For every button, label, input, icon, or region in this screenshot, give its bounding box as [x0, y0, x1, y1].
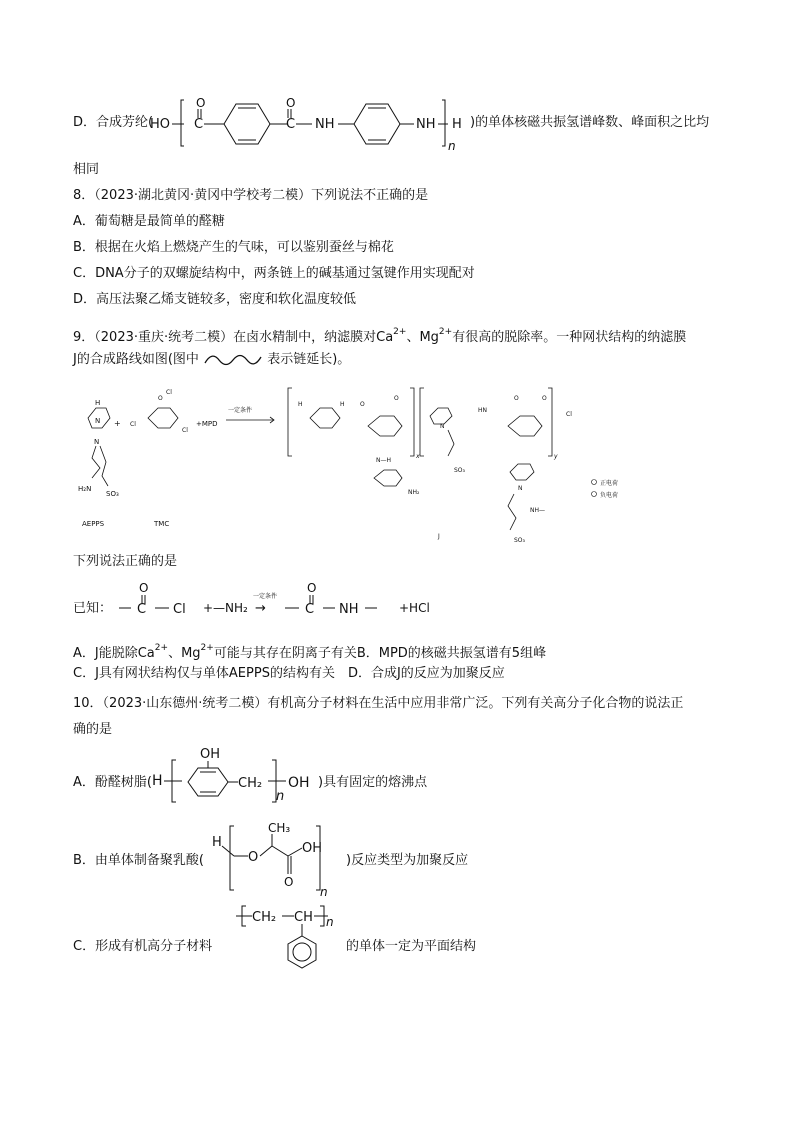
svg-text:H: H	[95, 399, 101, 407]
svg-text:H: H	[152, 773, 163, 789]
svg-text:O: O	[394, 395, 399, 402]
known-reaction	[73, 578, 453, 628]
q9-stem-line2: J的合成路线如图(图中 表示链延长)。	[73, 352, 351, 367]
svg-text:已知：: 已知：	[73, 601, 113, 616]
svg-text:TMC: TMC	[154, 520, 170, 528]
svg-text:OH: OH	[200, 747, 221, 762]
svg-text:J: J	[438, 533, 440, 540]
svg-text:SO₃: SO₃	[514, 537, 525, 544]
q10-option-c-post: 的单体一定为平面结构	[346, 939, 477, 954]
svg-text:n: n	[326, 915, 334, 929]
svg-text:C: C	[137, 602, 147, 617]
svg-text:Cl: Cl	[166, 389, 172, 396]
svg-text:一定条件: 一定条件	[228, 407, 253, 414]
svg-text:CH₃: CH₃	[268, 821, 291, 835]
svg-text:NH: NH	[339, 602, 359, 617]
svg-text:O: O	[542, 395, 547, 402]
svg-text:N: N	[95, 417, 101, 425]
svg-text:H₂N: H₂N	[78, 485, 92, 493]
q10-stem-line1: 10．（2023·山东德州·统考二模）有机高分子材料在生活中应用非常广泛。下列有关高分子化合物的说法正	[73, 696, 684, 711]
svg-text:O: O	[139, 581, 149, 595]
svg-text:SO₃: SO₃	[106, 490, 119, 498]
svg-text:OH: OH	[288, 775, 310, 791]
svg-text:N: N	[94, 438, 100, 446]
svg-text:一定条件: 一定条件	[253, 593, 278, 600]
svg-text:O: O	[196, 96, 206, 110]
q10-option-b-post: )反应类型为加聚反应	[346, 853, 469, 868]
q7-d-pre: D．合成芳纶(	[73, 115, 154, 130]
svg-text:H: H	[298, 401, 303, 408]
svg-text:N—H: N—H	[376, 457, 391, 464]
polystyrene-structure	[232, 902, 342, 982]
q10-option-c-pre: C．形成有机高分子材料	[73, 939, 213, 954]
svg-text:O: O	[286, 96, 296, 110]
svg-text:+—NH₂: +—NH₂	[203, 601, 248, 615]
svg-text:SO₃: SO₃	[454, 467, 465, 474]
q8-option-c: C．DNA分子的双螺旋结构中，两条链上的碱基通过氢键作用实现配对	[73, 266, 475, 281]
q8-stem: 8．（2023·湖北黄冈·黄冈中学校考二模）下列说法不正确的是	[73, 188, 429, 203]
phenolic-resin-structure	[152, 744, 318, 810]
svg-text:H: H	[212, 835, 222, 850]
svg-text:Cl: Cl	[130, 421, 136, 428]
svg-text:O: O	[514, 395, 519, 402]
svg-text:AEPPS: AEPPS	[82, 520, 105, 528]
q10-option-a-post: )具有固定的熔沸点	[318, 775, 428, 790]
svg-text:n: n	[320, 885, 328, 898]
svg-text:O: O	[248, 850, 259, 865]
q10-option-a-pre: A．酚醛树脂(	[73, 775, 152, 790]
svg-text:C: C	[286, 117, 296, 132]
q10-option-b-pre: B．由单体制备聚乳酸(	[73, 853, 204, 868]
svg-text:O: O	[284, 875, 294, 889]
svg-text:n: n	[276, 789, 285, 804]
svg-text:NH₂: NH₂	[408, 489, 420, 496]
svg-text:H: H	[340, 401, 345, 408]
polylactic-acid-structure	[212, 818, 352, 898]
synthesis-scheme	[78, 386, 638, 546]
svg-text:+HCl: +HCl	[399, 601, 430, 615]
svg-text:NH: NH	[315, 117, 335, 132]
svg-text:CH₂: CH₂	[238, 776, 263, 791]
svg-text:正电荷: 正电荷	[600, 480, 619, 487]
q7-d-continued: 相同	[73, 162, 100, 177]
aramid-structure	[150, 92, 468, 152]
q9-stem-line1: 9．（2023·重庆·统考二模）在卤水精制中，纳滤膜对$Ca^{2+}$、$Mg^{2+}$有很高的脱除率。一种网状结构的纳滤膜	[73, 327, 687, 345]
svg-text:HN: HN	[478, 407, 487, 414]
svg-text:O: O	[307, 581, 317, 595]
svg-text:+MPD: +MPD	[196, 420, 218, 428]
q9-options-ab: A．J能脱除$Ca^{2+}$、$Mg^{2+}$可能与其存在阴离子有关B．MPD的核磁共振氢谱有5组峰	[73, 643, 547, 661]
q10-stem-line2: 确的是	[73, 722, 113, 737]
svg-text:NH—: NH—	[530, 507, 545, 514]
q7-option-d	[73, 113, 153, 133]
q9-options-cd: C．J具有网状结构仅与单体AEPPS的结构有关 D．合成J的反应为加聚反应	[73, 666, 505, 681]
svg-text:→: →	[255, 601, 266, 616]
svg-text:HO: HO	[150, 117, 171, 132]
svg-text:CH: CH	[294, 910, 313, 925]
wave-chain-icon	[203, 351, 263, 369]
q9-options-intro: 下列说法正确的是	[73, 554, 178, 569]
svg-text:N: N	[518, 485, 523, 492]
svg-text:C: C	[305, 602, 315, 617]
q8-option-d: D．高压法聚乙烯支链较多，密度和软化温度较低	[73, 292, 357, 307]
svg-text:负电荷: 负电荷	[600, 492, 619, 499]
svg-text:H: H	[452, 117, 462, 132]
svg-text:NH: NH	[416, 117, 436, 132]
svg-text:N: N	[440, 423, 445, 430]
svg-text:n: n	[448, 139, 456, 152]
svg-text:CH₂: CH₂	[252, 910, 277, 925]
svg-text:x: x	[416, 453, 420, 460]
svg-text:O: O	[360, 401, 365, 408]
q8-option-a: A．葡萄糖是最简单的醛糖	[73, 214, 225, 229]
q7-d-post: )的单体核磁共振氢谱峰数、峰面积之比均	[470, 115, 710, 130]
svg-text:+: +	[114, 419, 121, 428]
svg-text:OH: OH	[302, 841, 323, 856]
svg-text:C: C	[194, 117, 204, 132]
svg-text:Cl: Cl	[173, 602, 186, 617]
q8-option-b: B．根据在火焰上燃烧产生的气味，可以鉴别蚕丝与棉花	[73, 240, 394, 255]
svg-text:Cl: Cl	[182, 427, 188, 434]
svg-text:Cl: Cl	[566, 411, 572, 418]
svg-text:O: O	[158, 395, 163, 402]
svg-text:y: y	[554, 453, 558, 460]
